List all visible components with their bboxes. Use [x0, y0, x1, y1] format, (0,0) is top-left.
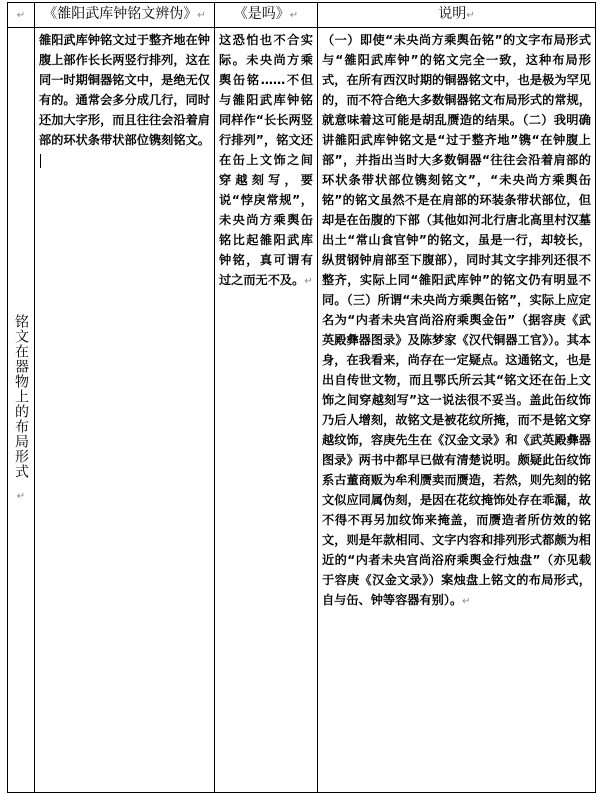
comparison-table	[7, 2, 596, 793]
cell-end-mark: ↵	[289, 10, 299, 21]
rebuttal-text-cell[interactable]	[215, 28, 318, 793]
header-cell-article	[35, 3, 215, 28]
content-row	[8, 28, 596, 793]
cell-end-mark: ↵	[16, 10, 26, 21]
text-cursor	[40, 154, 41, 168]
header-cell-blank	[8, 3, 35, 28]
article-text-cell[interactable]	[35, 28, 215, 793]
header-row	[8, 3, 596, 28]
row-label: 铭文在器物上的布局形式	[13, 313, 29, 479]
cell-end-mark: ↵	[462, 596, 471, 607]
header-article-title: 《雒阳武库钟铭文辨伪》	[43, 6, 198, 22]
cell-end-mark: ↵	[304, 276, 313, 287]
rebuttal-text: 这恐怕也不合实际。未央尚方乘舆缶铭……不但与雒阳武库钟铭同样作“长长两竖行排列”，铭文还在缶上文饰之间穿越刻写，要说“悖戾常规”，未央尚方乘舆缶铭比起雒阳武库钟铭，真可谓有过之而无不及。	[219, 33, 313, 287]
cell-end-mark: ↵	[466, 10, 475, 21]
header-rebuttal-title: 《是吗》	[233, 6, 290, 22]
row-label-cell	[8, 28, 35, 793]
header-cell-explanation	[318, 3, 596, 28]
explanation-text-cell[interactable]	[318, 28, 596, 793]
cell-end-mark: ↵	[197, 10, 206, 21]
header-cell-rebuttal	[215, 3, 318, 28]
header-explanation-title: 说明	[438, 6, 467, 22]
cell-end-mark: ↵	[16, 490, 26, 502]
explanation-text: （一）即使“未央尚方乘舆缶铭”的文字布局形式与“雒阳武库钟”的铭文完全一致，这种布局形式，在所有西汉时期的铜器铭文中，也是极为罕见的，而不符合绝大多数铜器铭文布局形式的常规，就意味着这可能是胡乱赝造的结果。（二）我明确讲雒阳武库钟铭文是“过于整齐地”镌“在钟腹上部”，并指出当时大多数铜器“往往会沿着肩部的环状条带状部位镌刻铭文”，“未央尚方乘舆缶铭”的铭文虽然不是在肩部的环装条带状部位，但却是在缶腹的下部（其他如河北行唐北高里村汉墓出土“常山食官钟”的铭文，虽是一行，却较长，纵贯钢钟肩部至下腹部），同时其文字排列还很不整齐，实际上同“雒阳武库钟”的铭文仍有明显不同。（三）所谓“未央尚方乘舆缶铭”，实际上应定名为“内者未央宫尚浴府乘舆金缶”（据容庚《武英殿彝器图录》及陈梦家《汉代铜器工官》）。其本身，在我看来，尚存在一定疑点。这通铭文，也是出自传世文物，而且鄂氏所云其“铭文还在缶上文饰之间穿越刻写”这一说法很不妥当。盖此缶纹饰乃后人增刻，故铭文是被花纹所掩，而不是铭文穿越纹饰，容庚先生在《汉金文录》和《武英殿彝器图录》两书中都早已做有清楚说明。颇疑此缶纹饰系古董商贩为牟利赝卖而赝造，若然，则先刻的铭文似应同属伪刻，是因在花纹掩饰处存在乖漏，故不得不再另加纹饰来掩盖，而赝造者所仿效的铭文，则是年款相同、文字内容和排列形式都颇为相近的“内者未央宫尚浴府乘舆金行烛盘”（亦见载于容庚《汉金文录》）案烛盘上铭文的布局形式，自与缶、钟等容器有别）。	[322, 33, 591, 607]
article-text: 雒阳武库钟铭文过于整齐地在钟腹上部作长长两竖行排列，这在同一时期铜器铭文中，是绝无仅有的。通常会多分成几行，同时还加大字形，而且往往会沿着肩部的环状条带状部位镌刻铭文。	[39, 33, 210, 147]
